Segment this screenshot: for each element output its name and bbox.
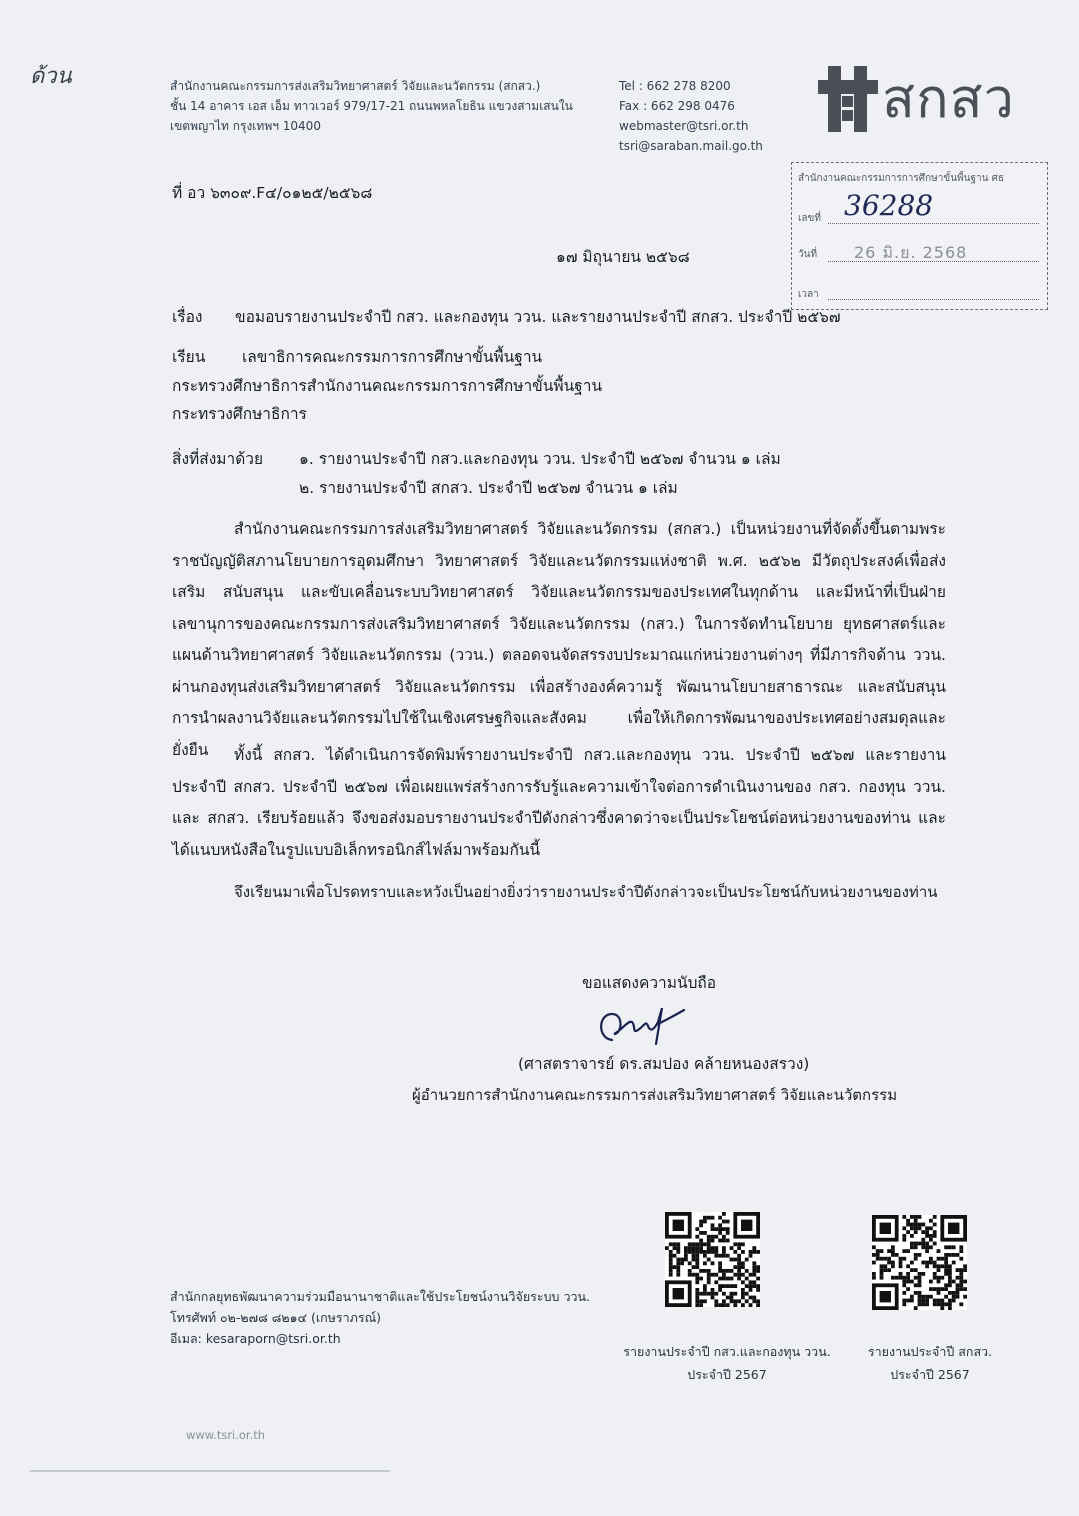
website-link[interactable]: www.tsri.or.th <box>186 1428 266 1442</box>
org-address-line1: ชั้น 14 อาคาร เอส เอ็ม ทาวเวอร์ 979/17-21 ถนนพหลโยธิน แขวงสามเสนใน <box>170 99 573 113</box>
qr-caption-left-line2: ประจำปี 2567 <box>687 1367 767 1382</box>
stamp-number-label: เลขที่ <box>798 213 821 224</box>
org-contact-block <box>619 76 789 156</box>
enclosure-item-1: ๑. รายงานประจำปี กสว.และกองทุน ววน. ประจำปี ๒๕๖๗ จำนวน ๑ เล่ม <box>299 450 781 468</box>
org-email-2: tsri@saraban.mail.go.th <box>619 139 763 153</box>
subject-label: เรื่อง <box>172 308 203 326</box>
body-paragraph-2: ทั้งนี้ สกสว. ได้ดำเนินการจัดพิมพ์รายงานประจำปี กสว.และกองทุน ววน. ประจำปี ๒๕๖๗ และรายงานประจำปี สกสว. ประจำปี ๒๕๖๗ เพื่อเผยแพร่สร้างการรับรู้และความเข้าใจต่อการดำเนินงานของ กสว. กองทุน ววน. และ สกสว. เรียบร้อยแล้ว จึงขอส่งมอบรายงานประจำปีดังกล่าวซึ่งคาดว่าจะเป็นประโยชน์ต่อหน่วยงานของท่าน และได้แนบหนังสือในรูปแบบอิเล็กทรอนิกส์ไฟล์มาพร้อมกันนี้ <box>172 746 946 859</box>
qr-caption-right-line1: รายงานประจำปี สกสว. <box>867 1344 993 1359</box>
signer-title: ผู้อำนวยการสำนักงานคณะกรรมการส่งเสริมวิทยาศาสตร์ วิจัยและนวัตกรรม <box>412 1086 898 1104</box>
org-name: สำนักงานคณะกรรมการส่งเสริมวิทยาศาสตร์ วิจัยและนวัตกรรม (สกสว.) <box>170 79 541 93</box>
document-number: ที่ อว ๖๓๐๙.F๔/๐๑๒๕/๒๕๖๘ <box>172 184 373 202</box>
stamp-office: สำนักงานคณะกรรมการการศึกษาขั้นพื้นฐาน ศธ <box>798 173 1005 184</box>
signer-name: (ศาสตราจารย์ ดร.สมปอง คล้ายหนองสรวง) <box>518 1055 810 1073</box>
qr-code-annual-report-1-icon[interactable] <box>665 1212 760 1307</box>
qr-caption-left <box>612 1340 842 1386</box>
enclosure-label: สิ่งที่ส่งมาด้วย <box>172 450 264 468</box>
org-fax: Fax : 662 298 0476 <box>619 99 735 113</box>
stamp-number-value: 36288 <box>844 189 934 222</box>
receiving-stamp <box>791 162 1048 310</box>
org-address-line2: เขตพญาไท กรุงเทพฯ 10400 <box>170 119 321 133</box>
stamp-date-label: วันที่ <box>798 249 818 260</box>
closing-phrase: ขอแสดงความนับถือ <box>582 974 717 992</box>
document-date: ๑๗ มิถุนายน ๒๕๖๘ <box>556 248 690 266</box>
to-line-3: กระทรวงศึกษาธิการ <box>172 405 307 423</box>
org-email-1: webmaster@tsri.or.th <box>619 119 749 133</box>
logo-text: สกสว <box>882 67 1015 130</box>
body-paragraph-3: จึงเรียนมาเพื่อโปรดทราบและหวังเป็นอย่างยิ่งว่ารายงานประจำปีดังกล่าวจะเป็นประโยชน์กับหน่วยงานของท่าน <box>234 883 938 901</box>
enclosure-item-2: ๒. รายงานประจำปี สกสว. ประจำปี ๒๕๖๗ จำนวน ๑ เล่ม <box>299 479 678 497</box>
stamp-time-label: เวลา <box>798 289 819 300</box>
contact-phone: โทรศัพท์ ๐๒-๒๗๘ ๘๒๑๔ (เกษราภรณ์) <box>170 1310 382 1325</box>
org-address-block <box>170 76 600 136</box>
footer-divider <box>30 1470 390 1472</box>
to-line-2: กระทรวงศึกษาธิการสำนักงานคณะกรรมการการศึกษาขั้นพื้นฐาน <box>172 377 603 395</box>
qr-code-annual-report-2-icon[interactable] <box>872 1215 967 1310</box>
qr-caption-right <box>855 1340 1005 1386</box>
qr-caption-right-line2: ประจำปี 2567 <box>890 1367 970 1382</box>
contact-block <box>170 1286 610 1349</box>
qr-caption-left-line1: รายงานประจำปี กสว.และกองทุน ววน. <box>623 1344 831 1359</box>
handwritten-annotation: ด้วน <box>30 64 72 89</box>
contact-email[interactable]: อีเมล: kesaraporn@tsri.or.th <box>170 1331 341 1346</box>
contact-department: สำนักกลยุทธพัฒนาความร่วมมือนานาชาติและใช้ประโยชน์งานวิจัยระบบ ววน. <box>170 1289 590 1304</box>
to-label: เรียน <box>172 348 206 366</box>
stamp-date-value: 26 มิ.ย. 2568 <box>854 243 968 262</box>
signature-icon <box>592 1000 702 1050</box>
org-tel: Tel : 662 278 8200 <box>619 79 731 93</box>
tsri-logo <box>818 66 1028 136</box>
body-paragraph-1: สำนักงานคณะกรรมการส่งเสริมวิทยาศาสตร์ วิจัยและนวัตกรรม (สกสว.) เป็นหน่วยงานที่จัดตั้งขึ้นตามพระราชบัญญัติสภานโยบายการอุดมศึกษา วิทยาศาสตร์ วิจัยและนวัตกรรมแห่งชาติ พ.ศ. ๒๕๖๒ มีวัตถุประสงค์เพื่อส่งเสริม สนับสนุน และขับเคลื่อนระบบวิทยาศาสตร์ วิจัยและนวัตกรรมของประเทศในทุกด้าน และมีหน้าที่เป็นฝ่ายเลขานุการของคณะกรรมการส่งเสริมวิทยาศาสตร์ วิจัยและนวัตกรรม (กสว.) ในการจัดทำนโยบาย ยุทธศาสตร์และแผนด้านวิทยาศาสตร์ วิจัยและนวัตกรรม (ววน.) ตลอดจนจัดสรรงบประมาณแก่หน่วยงานต่างๆ ที่มีภารกิจด้าน ววน. ผ่านกองทุนส่งเสริมวิทยาศาสตร์ วิจัยและนวัตกรรม เพื่อสร้างองค์ความรู้ พัฒนานโยบายสาธารณะ และสนับสนุนการนำผลงานวิจัยและนวัตกรรมไปใช้ในเชิงเศรษฐกิจและสังคม เพื่อให้เกิดการพัฒนาของประเทศอย่างสมดุลและยั่งยืน <box>172 520 946 759</box>
to-line-1: เลขาธิการคณะกรรมการการศึกษาขั้นพื้นฐาน <box>242 348 543 366</box>
subject-text: ขอมอบรายงานประจำปี กสว. และกองทุน ววน. และรายงานประจำปี สกสว. ประจำปี ๒๕๖๗ <box>235 308 841 326</box>
tsri-logo-mark-icon <box>818 66 878 132</box>
